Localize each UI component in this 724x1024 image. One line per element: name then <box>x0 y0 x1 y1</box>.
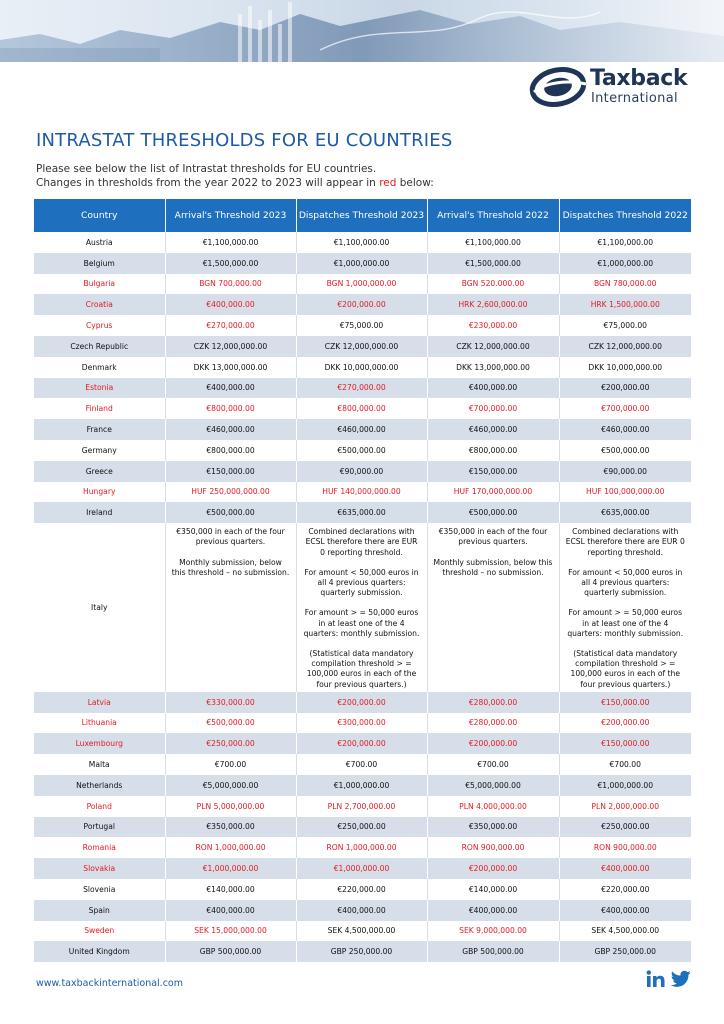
country-cell: Denmark <box>34 357 165 378</box>
italy-dispatches-2023 <box>296 523 427 692</box>
banner-graphic <box>0 0 724 62</box>
value-cell: €90,000.00 <box>296 461 427 482</box>
value-cell: €1,500,000.00 <box>165 253 296 274</box>
country-cell: Latvia <box>34 692 165 713</box>
value-cell: €635,000.00 <box>296 502 427 523</box>
value-cell: €5,000,000.00 <box>165 775 296 796</box>
header-country: Country <box>34 199 165 232</box>
value-cell: €460,000.00 <box>165 419 296 440</box>
table-row <box>34 796 691 817</box>
value-cell: €460,000.00 <box>427 419 559 440</box>
value-cell: RON 900,000.00 <box>559 837 691 858</box>
table-row <box>34 482 691 503</box>
value-cell: €1,100,000.00 <box>559 232 691 253</box>
value-cell: €400,000.00 <box>427 378 559 399</box>
country-cell: Greece <box>34 461 165 482</box>
value-cell: €90,000.00 <box>559 461 691 482</box>
logo-name: Taxback <box>590 66 688 91</box>
logo-subtitle: International <box>591 91 678 106</box>
country-cell: Luxembourg <box>34 733 165 754</box>
table-row <box>34 879 691 900</box>
value-cell: €800,000.00 <box>165 398 296 419</box>
value-cell: €250,000.00 <box>296 817 427 838</box>
table-row <box>34 858 691 879</box>
value-cell: BGN 780,000.00 <box>559 274 691 295</box>
value-cell: RON 1,000,000.00 <box>165 837 296 858</box>
value-cell: €230,000.00 <box>427 315 559 336</box>
italy-dispatches-2022 <box>559 523 691 692</box>
table-row <box>34 502 691 523</box>
value-cell: CZK 12,000,000.00 <box>559 336 691 357</box>
value-cell: €200,000.00 <box>296 733 427 754</box>
italy-arrivals-2022 <box>427 523 559 692</box>
value-cell: €5,000,000.00 <box>427 775 559 796</box>
table-row <box>34 692 691 713</box>
country-cell: Hungary <box>34 482 165 503</box>
country-cell: Malta <box>34 754 165 775</box>
header-arrivals-2023: Arrival's Threshold 2023 <box>165 199 296 232</box>
value-cell: €400,000.00 <box>296 900 427 921</box>
header-dispatches-2023: Dispatches Threshold 2023 <box>296 199 427 232</box>
value-cell: €400,000.00 <box>559 900 691 921</box>
value-cell: BGN 700,000.00 <box>165 274 296 295</box>
note-paragraph: For amount < 50,000 euros in all 4 previous quarters: quarterly submission. <box>304 567 419 598</box>
value-cell: €700.00 <box>296 754 427 775</box>
value-cell: €1,000,000.00 <box>165 858 296 879</box>
value-cell: €700.00 <box>165 754 296 775</box>
value-cell: €1,000,000.00 <box>296 775 427 796</box>
value-cell: €140,000.00 <box>165 879 296 900</box>
note-paragraph: For amount < 50,000 euros in all 4 previous quarters: quarterly submission. <box>568 567 683 598</box>
intro-line-1: Please see below the list of Intrastat thresholds for EU countries. <box>36 163 377 175</box>
note-paragraph: (Statistical data mandatory compilation threshold > = 100,000 euros in each of the four previous quarters.) <box>306 648 417 689</box>
note-paragraph: €350,000 in each of the four previous quarters. <box>176 527 285 547</box>
table-row <box>34 837 691 858</box>
country-cell: Netherlands <box>34 775 165 796</box>
table-row <box>34 754 691 775</box>
value-cell: RON 1,000,000.00 <box>296 837 427 858</box>
note-paragraph: Combined declarations with ECSL therefore there are EUR 0 reporting threshold. <box>565 527 685 557</box>
value-cell: GBP 500,000.00 <box>165 941 296 962</box>
header-arrivals-2022: Arrival's Threshold 2022 <box>427 199 559 232</box>
value-cell: PLN 4,000,000.00 <box>427 796 559 817</box>
value-cell: €800,000.00 <box>427 440 559 461</box>
country-cell: Estonia <box>34 378 165 399</box>
value-cell: €250,000.00 <box>559 817 691 838</box>
value-cell: €700,000.00 <box>427 398 559 419</box>
table-row <box>34 253 691 274</box>
value-cell: €250,000.00 <box>165 733 296 754</box>
table-row <box>34 941 691 962</box>
value-cell: BGN 1,000,000.00 <box>296 274 427 295</box>
value-cell: DKK 10,000,000.00 <box>559 357 691 378</box>
linkedin-icon[interactable] <box>646 970 666 988</box>
note-paragraph: Monthly submission, below this threshold – no submission. <box>171 557 290 577</box>
value-cell: €150,000.00 <box>165 461 296 482</box>
table-row <box>34 378 691 399</box>
value-cell: CZK 12,000,000.00 <box>427 336 559 357</box>
country-cell: Poland <box>34 796 165 817</box>
value-cell: HUF 170,000,000.00 <box>427 482 559 503</box>
note-paragraph: (Statistical data mandatory compilation threshold > = 100,000 euros in each of the four previous quarters.) <box>570 648 681 689</box>
value-cell: €280,000.00 <box>427 692 559 713</box>
italy-arrivals-2023 <box>165 523 296 692</box>
table-row-italy <box>34 523 691 692</box>
value-cell: €1,000,000.00 <box>296 858 427 879</box>
intro-line-2-end: below: <box>396 177 434 189</box>
note-paragraph: For amount > = 50,000 euros in at least one of the 4 quarters: monthly submission. <box>567 608 684 638</box>
value-cell: GBP 500,000.00 <box>427 941 559 962</box>
value-cell: €1,100,000.00 <box>427 232 559 253</box>
table-row <box>34 294 691 315</box>
table-header-row <box>34 199 691 232</box>
table-row <box>34 357 691 378</box>
value-cell: €1,000,000.00 <box>559 253 691 274</box>
note-paragraph: €350,000 in each of the four previous quarters. <box>438 527 548 547</box>
value-cell: €400,000.00 <box>427 900 559 921</box>
value-cell: €635,000.00 <box>559 502 691 523</box>
value-cell: GBP 250,000.00 <box>296 941 427 962</box>
value-cell: €200,000.00 <box>427 733 559 754</box>
value-cell: €220,000.00 <box>559 879 691 900</box>
value-cell: CZK 12,000,000.00 <box>296 336 427 357</box>
value-cell: €500,000.00 <box>165 502 296 523</box>
value-cell: €460,000.00 <box>559 419 691 440</box>
country-cell: Ireland <box>34 502 165 523</box>
value-cell: €1,100,000.00 <box>165 232 296 253</box>
country-cell: Lithuania <box>34 713 165 734</box>
value-cell: €200,000.00 <box>427 858 559 879</box>
value-cell: PLN 5,000,000.00 <box>165 796 296 817</box>
value-cell: €1,100,000.00 <box>296 232 427 253</box>
logo-emblem <box>528 62 588 112</box>
value-cell: €200,000.00 <box>559 713 691 734</box>
country-cell: Croatia <box>34 294 165 315</box>
value-cell: DKK 13,000,000.00 <box>165 357 296 378</box>
value-cell: €460,000.00 <box>296 419 427 440</box>
value-cell: €330,000.00 <box>165 692 296 713</box>
value-cell: €700.00 <box>427 754 559 775</box>
value-cell: €500,000.00 <box>427 502 559 523</box>
value-cell: €500,000.00 <box>296 440 427 461</box>
value-cell: €1,000,000.00 <box>296 253 427 274</box>
country-cell: United Kingdom <box>34 941 165 962</box>
table-row <box>34 817 691 838</box>
country-cell: Germany <box>34 440 165 461</box>
value-cell: €1,000,000.00 <box>559 775 691 796</box>
page-title: INTRASTAT THRESHOLDS FOR EU COUNTRIES <box>36 130 453 151</box>
value-cell: €220,000.00 <box>296 879 427 900</box>
country-cell: Cyprus <box>34 315 165 336</box>
intro-line-2-start: Changes in thresholds from the year 2022 to 2023 will appear in <box>36 177 380 189</box>
note-paragraph: For amount > = 50,000 euros in at least one of the 4 quarters: monthly submission. <box>303 608 420 638</box>
value-cell: €75,000.00 <box>296 315 427 336</box>
country-cell: Bulgaria <box>34 274 165 295</box>
value-cell: €350,000.00 <box>427 817 559 838</box>
value-cell: €400,000.00 <box>165 378 296 399</box>
value-cell: PLN 2,000,000.00 <box>559 796 691 817</box>
value-cell: €400,000.00 <box>165 900 296 921</box>
table-row <box>34 775 691 796</box>
note-paragraph: Combined declarations with ECSL therefore there are EUR 0 reporting threshold. <box>305 527 418 557</box>
value-cell: €350,000.00 <box>165 817 296 838</box>
table-row <box>34 398 691 419</box>
value-cell: HRK 2,600,000.00 <box>427 294 559 315</box>
country-cell: Romania <box>34 837 165 858</box>
table-row <box>34 419 691 440</box>
table-row <box>34 921 691 942</box>
value-cell: €200,000.00 <box>559 378 691 399</box>
table-row <box>34 461 691 482</box>
taxback-logo <box>528 62 698 112</box>
intro-line-2 <box>36 176 434 190</box>
value-cell: €280,000.00 <box>427 713 559 734</box>
value-cell: DKK 10,000,000.00 <box>296 357 427 378</box>
value-cell: SEK 9,000,000.00 <box>427 921 559 942</box>
value-cell: €400,000.00 <box>165 294 296 315</box>
country-cell: Austria <box>34 232 165 253</box>
table-row <box>34 274 691 295</box>
country-cell: Spain <box>34 900 165 921</box>
country-cell: France <box>34 419 165 440</box>
value-cell: €150,000.00 <box>559 692 691 713</box>
country-cell: Belgium <box>34 253 165 274</box>
value-cell: PLN 2,700,000.00 <box>296 796 427 817</box>
table-row <box>34 733 691 754</box>
country-cell: Portugal <box>34 817 165 838</box>
value-cell: €700,000.00 <box>559 398 691 419</box>
value-cell: SEK 15,000,000.00 <box>165 921 296 942</box>
table-row <box>34 900 691 921</box>
value-cell: €75,000.00 <box>559 315 691 336</box>
website-link[interactable]: www.taxbackinternational.com <box>36 978 183 989</box>
value-cell: €270,000.00 <box>296 378 427 399</box>
header-dispatches-2022: Dispatches Threshold 2022 <box>559 199 691 232</box>
thresholds-table <box>34 199 691 962</box>
value-cell: RON 900,000.00 <box>427 837 559 858</box>
intro-text <box>36 162 434 190</box>
value-cell: €150,000.00 <box>559 733 691 754</box>
country-cell: Slovakia <box>34 858 165 879</box>
value-cell: HRK 1,500,000.00 <box>559 294 691 315</box>
value-cell: GBP 250,000.00 <box>559 941 691 962</box>
country-cell: Italy <box>34 523 165 692</box>
twitter-icon[interactable] <box>671 970 691 988</box>
table-row <box>34 713 691 734</box>
value-cell: HUF 250,000,000.00 <box>165 482 296 503</box>
country-cell: Finland <box>34 398 165 419</box>
country-cell: Sweden <box>34 921 165 942</box>
value-cell: €200,000.00 <box>296 294 427 315</box>
country-cell: Czech Republic <box>34 336 165 357</box>
value-cell: €800,000.00 <box>165 440 296 461</box>
value-cell: €400,000.00 <box>559 858 691 879</box>
value-cell: €200,000.00 <box>296 692 427 713</box>
value-cell: BGN 520.000.00 <box>427 274 559 295</box>
table-row <box>34 336 691 357</box>
value-cell: HUF 140,000,000.00 <box>296 482 427 503</box>
country-cell: Slovenia <box>34 879 165 900</box>
value-cell: €500,000.00 <box>559 440 691 461</box>
note-paragraph: Monthly submission, below this threshold – no submission. <box>433 557 553 577</box>
value-cell: €700.00 <box>559 754 691 775</box>
header-banner <box>0 0 724 62</box>
value-cell: DKK 13,000,000.00 <box>427 357 559 378</box>
table-row <box>34 232 691 253</box>
intro-red-word: red <box>379 177 397 189</box>
value-cell: €270,000.00 <box>165 315 296 336</box>
value-cell: SEK 4,500,000.00 <box>296 921 427 942</box>
value-cell: €150,000.00 <box>427 461 559 482</box>
value-cell: CZK 12,000,000.00 <box>165 336 296 357</box>
value-cell: SEK 4,500,000.00 <box>559 921 691 942</box>
value-cell: €800,000.00 <box>296 398 427 419</box>
value-cell: HUF 100,000,000.00 <box>559 482 691 503</box>
value-cell: €500,000.00 <box>165 713 296 734</box>
table-row <box>34 440 691 461</box>
value-cell: €1,500,000.00 <box>427 253 559 274</box>
table-row <box>34 315 691 336</box>
value-cell: €140,000.00 <box>427 879 559 900</box>
value-cell: €300,000.00 <box>296 713 427 734</box>
